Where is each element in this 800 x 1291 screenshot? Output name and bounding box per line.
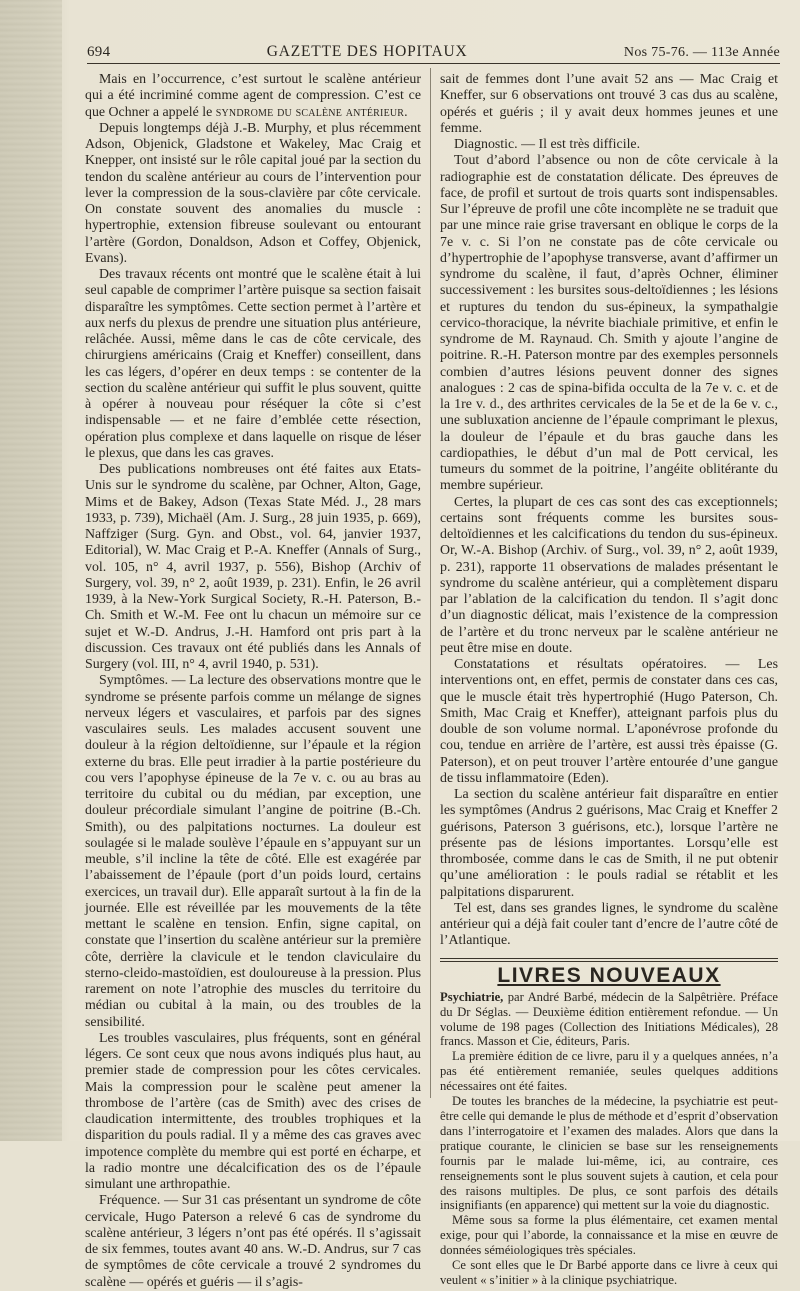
- paragraph-frequence: Fréquence. — Sur 31 cas présentant un syndrome de côte cervicale, Hugo Paterson a relevé 6 cas de syndrome du scalène antérieur, 3 légers n’ont pas été opérés. Il s’agissait de six femmes, toutes avant 40 ans. W.-D. Andrus, sur 7 cas de symptômes de côte cervicale a trouvé 2 syndromes du scalène — opérés et guéris — il s’agis-: [85, 1193, 421, 1290]
- syndrome-term: syndrome du scalène antérieur.: [215, 104, 408, 120]
- journal-title: GAZETTE DES HOPITAUX: [266, 43, 468, 60]
- paragraph: [85, 72, 421, 121]
- column-divider: [430, 68, 431, 1098]
- paragraph: Des publications nombreuses ont été faites aux Etats-Unis sur le syndrome du scalène, par Ochner, Alton, Gage, Mims et de Bakey, Adson (Texas State Méd. J., 28 mars 1933, p. 739), Michaël (Am. J. Surg., 28 juin 1935, p. 669), Naffziger (Surg. Gyn. and Obst., vol. 64, janvier 1937, Editorial), W. Mac Craig et P.-A. Kneffer (Annals of Surg., vol. 105, n° 4, avril 1937, p. 556), Bishop (Archiv of Surgery, vol. 39, n° 2, août 1939, p. 231). Enfin, le 26 avril 1939, à la New-York Surgical Society, R.-H. Paterson, B.-Ch. Smith et W.-M. Fee ont lu chacun un mémoire sur ce sujet et W.-D. Andrus, J.-H. Hamford ont pris part à la discussion. Ces travaux ont été publiés dans les Annals of Surgery (vol. III, n° 4, avril 1940, p. 531).: [85, 462, 421, 672]
- section-rule: [440, 958, 778, 959]
- review-paragraph: Même sous sa forme la plus élémentaire, cet examen mental exige, pour qui l’aborde, la connaissance et la mise en œuvre de données séméiologiques très spéciales.: [440, 1213, 778, 1258]
- paragraph: Les troubles vasculaires, plus fréquents, sont en général légers. Ce sont ceux que nous avons indiqués plus haut, au premier stade de compression pour les côtes cervicales. Mais la compression pour le scalène peut amener la thrombose de l’artère (cas de Smith) avec des crises de claudication intermittente, des troubles trophiques et la disparition du pouls radial. Il y a même des cas graves avec impotence complète du membre qui est porté en écharpe, et la radio montre une décalcification des os de l’épaule simulant une arthropathie.: [85, 1030, 421, 1192]
- section-rule: [440, 961, 778, 962]
- review-book-title: Psychiatrie,: [440, 989, 504, 1004]
- binding-edge: [0, 0, 62, 1141]
- paragraph: Certes, la plupart de ces cas sont des cas exceptionnels; certains sont fréquents comme les bursites sous-deltoïdiennes et les calcifications du tendon du sus-épineux. Or, W.-A. Bishop (Archiv. of Surg., vol. 39, n° 2, août 1939, p. 231), rapporte 11 observations de malades présentant le syndrome du scalène antérieur, qui a complètement disparu par l’ablation de la calcification du tendon. Il s’agit donc d’un diagnostic délicat, mais l’existence de la compression de l’artère et du tronc nerveux par le scalène antérieur ne peut être mise en doute.: [440, 494, 778, 656]
- left-column: [85, 72, 421, 1291]
- review-paragraph: Ce sont elles que le Dr Barbé apporte dans ce livre à ceux qui veulent « s’initier » à la clinique psychiatrique.: [440, 1258, 778, 1287]
- section-title: LIVRES NOUVEAUX: [497, 963, 721, 987]
- page-number: 694: [87, 44, 111, 60]
- review-paragraph: La première édition de ce livre, paru il y a quelques années, n’a pas été entièrement remaniée, seules quelques additions nécessaires ont été faites.: [440, 1049, 778, 1094]
- paragraph: La section du scalène antérieur fait disparaître en entier les symptômes (Andrus 2 guérisons, Mac Craig et Kneffer 2 guérisons, Paterson 3 guérisons, etc.), lorsque l’artère ne présente pas de lésions importantes. Lorsqu’elle est thrombosée, comme dans le cas de Smith, il ne put obtenir qu’une amélioration : le pouls radial se rétablit et les palpitations disparurent.: [440, 787, 778, 900]
- paragraph: Des travaux récents ont montré que le scalène était à lui seul capable de comprimer l’artère puisque sa section faisait disparaître les symptômes. Cette section permet à l’artère et aux nerfs du plexus de prendre une situation plus antérieure, relâchée. Aussi, même dans le cas de côte cervicale, des chirurgiens américains (Craig et Kneffer) conseillent, dans les cas légers, d’opérer en deux temps : se contenter de la section du scalène antérieur qui suffit le plus souvent, quitte à opérer à nouveau pour réséquer la côte si c’est indispensable — et ne faire d’emblée cette résection, opération plus complexe et dans laquelle on risque de léser le plexus, que dans les cas graves.: [85, 267, 421, 461]
- paragraph-diagnostic: Diagnostic. — Il est très difficile.: [454, 137, 641, 152]
- paragraph: Tout d’abord l’absence ou non de côte cervicale à la radiographie est de constatation délicate. Des épreuves de face, de profil et surtout de trois quarts sont indispensables. Sur l’épreuve de profil une côte incomplète ne se traduit que par une mince raie grise traversant en oblique le corps de la 7e v. c. Si l’on ne constate pas de côte cervicale ou d’hypertrophie de l’apophyse transverse, avant d’affirmer un syndrome du scalène, il faut, d’après Ochner, éliminer successivement : les bursites sous-deltoïdiennes ; les lésions et ruptures du tendon du sus-épineux, la sympathalgie cervico-thoracique, la névrite biachiale primitive, et enfin le syndrome de M. Raynaud. Ch. Smith y ajoute l’angine de poitrine. R.-H. Paterson montre par des exemples personnels combien d’autres lésions peuvent donner des signes analogues : 2 cas de spina-bifida occulta de la 7e v. c. et de la 1re v. d., des arthrites cervicales de la 5e et de la 6e v. c., une subluxation ancienne de l’épaule comprimant le plexus, la douleur de l’épaule et du bras gauche dans les cardiopathies, le début d’un mal de Pott cervical, les tumeurs du sommet de la poitrine, l’angéite oblitérante du membre supérieur.: [440, 153, 779, 494]
- book-review: [440, 990, 778, 1288]
- running-header: [87, 40, 780, 64]
- issue-number: Nos 75-76. — 113e Année: [623, 45, 780, 60]
- paragraph: Tel est, dans ses grandes lignes, le syndrome du scalène antérieur qui a déjà fait couler tant d’encre de l’autre côté de l’Atlantique.: [440, 900, 778, 949]
- paragraph: sait de femmes dont l’une avait 52 ans — Mac Craig et Kneffer, sur 6 observations ont trouvé 3 cas dus au scalène, opérés et guéris ; il y avait deux hommes jeunes et une femme.: [440, 72, 778, 136]
- paragraph: Depuis longtemps déjà J.-B. Murphy, et plus récemment Adson, Objenick, Gladstone et Wakeley, Mac Craig et Knepper, ont insisté sur le rôle capital joué par la section du tendon du scalène antérieur au cours de l’intervention pour lever la compression de la sous-clavière par côte cervicale. On constate souvent des anomalies du muscle : hypertrophie, extension fibreuse soulevant ou entourant l’artère (Gordon, Donaldson, Adson et Coffey, Objenick, Evans).: [85, 120, 421, 266]
- paragraph-text: Mais en l’occurrence, c’est surtout le scalène antérieur qui a été incriminé comme agent de compression. C’est ce que Ochner a appelé le: [85, 72, 421, 120]
- right-column: [440, 72, 778, 1288]
- review-citation: par André Barbé, médecin de la Salpêtrière. Préface du Dr Séglas. — Deuxième édition entièrement refondue. — Un volume de 198 pages (Collection des Initiations Médicales), 28 francs. Masson et Cie, éditeurs, Paris.: [440, 989, 778, 1049]
- review-heading: [440, 990, 778, 1050]
- paragraph-symptomes: Symptômes. — La lecture des observations montre que le syndrome se présente parfois comme un mélange de signes nerveux légers et vasculaires, et parfois par des signes vasculaires seuls. Les malades accusent souvent une douleur à la région deltoïdienne, sur l’épaule et la région externe du bras. Elle peut irradier à la partie postérieure du cou vers l’apophyse épineuse de la 7e v. c. ou au bras au territoire du cubital ou du médian, par exception, une douleur précordiale simulant l’angine de poitrine (B.-Ch. Smith), ou des palpitations nocturnes. La douleur est soulagée si le malade soulève l’épaule en s’appuyant sur un meuble, s’il incline la tête de côté. Elle est exagérée par l’abaissement de l’épaule (port d’un poids lourd, certains exercices, un travail dur). Elle apparaît surtout à la fin de la journée. Elle est réveillée par les mouvements de la tête mettant le scalène en tension. Enfin, signe capital, on constate que l’insertion du scalène antérieur sur la première côte, derrière la clavicule et le tendon claviculaire du sterno-cleido-mastoïdien, est douloureuse à la pression. Plus rarement on note l’atrophie des muscles du territoire du médian ou cubital à la main, ou des troubles de la sensibilité.: [85, 673, 421, 1030]
- review-paragraph: De toutes les branches de la médecine, la psychiatrie est peut-être celle qui demande le plus de méthode et d’esprit d’observation dans l’interrogatoire et l’examen des malades. Alors que dans la pratique courante, le clinicien se base sur les renseignements fournis par le malade lui-même, ici, au contraire, ces renseignements sont le plus souvent sujets à caution, et cela pour des raisons multiples. De plus, ce sont parfois des détails insignifiants (en apparence) qui mettent sur la voie du diagnostic.: [440, 1094, 778, 1213]
- paragraph-constatations: Constatations et résultats opératoires. — Les interventions ont, en effet, permis de constater dans ces cas, que le muscle était très hypertrophié (Hugo Paterson, Ch. Smith, Mac Craig et Kneffer), atteignant parfois plus du double de son volume normal. L’aponévrose profonde du cou, tendue en arrière de l’artère, est aussi très épaisse (G. Paterson), et on peut trouver l’artère entourée d’une gangue de tissu inflammatoire (Eden).: [440, 657, 778, 786]
